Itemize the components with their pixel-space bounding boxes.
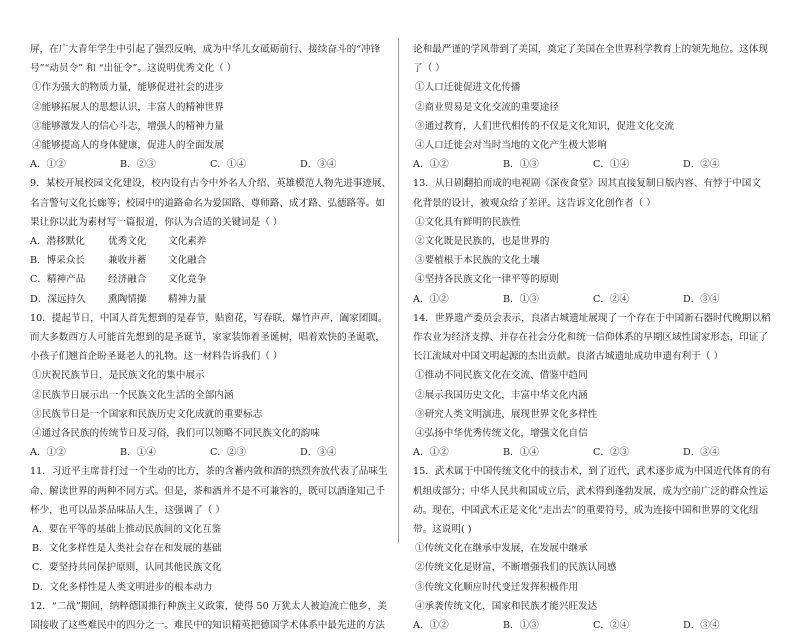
option-4: ④弘扬中华优秀传统文化，增强文化自信 — [415, 428, 588, 440]
choice-d[interactable]: D．③④ — [300, 159, 337, 171]
question-stem-line: 名言警句文化长廊等；校园中的道路命名为爱国路、尊师路、成才路、弘德路等。如 — [30, 197, 385, 209]
choice-a[interactable]: A．①② — [413, 159, 449, 171]
question-stem-line: 9．某校开展校园文化建设，校内设有古今中外名人介绍、英雄模范人物先进事迹展、 — [30, 178, 392, 190]
choice-c-term-3: 文化竞争 — [168, 274, 207, 286]
choice-b[interactable]: B．①③ — [503, 293, 539, 305]
choice-a-term-2: 优秀文化 — [108, 236, 147, 248]
option-3: ③通过教育，人们世代相传的不仅是文化知识，促进文化交流 — [415, 120, 675, 132]
option-4: ④能够提高人的身体健康，促进人的全面发展 — [32, 140, 224, 152]
option-1: ①庆祝民族节日，是民族文化的集中展示 — [32, 370, 205, 382]
option-4: ④通过各民族的传统节日及习俗，我们可以领略不同民族文化的韵味 — [32, 428, 320, 440]
choice-c[interactable]: C．②④ — [593, 293, 630, 305]
left-column — [30, 40, 390, 635]
question-stem-line: 10．提起节日，中国人首先想到的是春节，贴窗花，写春联，爆竹声声，阖家团圆。 — [30, 312, 388, 324]
choice-a[interactable]: A．①② — [30, 447, 66, 459]
choice-b[interactable]: B．①③ — [503, 620, 539, 632]
question-stem-line: 作农业为经济支撑、并存在社会分化和统一信仰体系的早期区域性国家形态，印证了 — [413, 332, 768, 344]
option-1: ①传统文化在继承中发展，在发展中继承 — [415, 543, 588, 555]
question-stem-line: 屏，在广大青年学生中引起了强烈反响，成为中华儿女砥砺前行、接续奋斗的“冲锋 — [30, 44, 381, 55]
choice-b-term-1: B．博采众长 — [30, 255, 86, 267]
choice-c[interactable]: C．要坚持共同保护原则，认同其他民族文化 — [32, 562, 222, 574]
choice-a[interactable]: A．①② — [413, 293, 449, 305]
choice-d[interactable]: D．②④ — [683, 159, 720, 171]
choice-a-term-3: 文化素养 — [168, 236, 207, 248]
question-stem-line: 果让你以此为素材写一篇报道，你认为合适的关键词是（ ） — [30, 216, 283, 228]
question-stem-line: 化背景的设计，被观众给了差评。这告诉文化创作者（ ） — [413, 197, 656, 209]
choice-a[interactable]: A．①② — [413, 447, 449, 459]
choice-c-term-1: C．精神产品 — [30, 274, 86, 286]
question-stem-line: 小孩子们翘首企盼圣诞老人的礼物。这一材料告诉我们（ ） — [30, 351, 283, 363]
option-3: ③传统文化顺应时代变迁发挥积极作用 — [415, 581, 579, 593]
question-stem-line: 而大多数西方人可能首先想到的是圣诞节，家家装饰着圣诞树，唱着欢快的圣诞歌， — [30, 332, 385, 344]
choice-a[interactable] — [30, 232, 390, 251]
right-column — [413, 40, 773, 635]
question-stem-line: 机组成部分；中华人民共和国成立后，武术得到蓬勃发展，成为空前广泛的群众性运 — [413, 485, 768, 497]
option-3: ③能够激发人的信心斗志，增强人的精神力量 — [32, 120, 224, 132]
question-13 — [413, 174, 773, 308]
answer-choices — [413, 290, 773, 309]
question-stem-line: 命、解读世界的两种不同方式。但是，茶和酒并不是不可兼容的，既可以酒逢知己千 — [30, 485, 385, 497]
question-stem-line: 14．世界遗产委员会表示，良渚古城遗址展现了一个存在于中国新石器时代晚期以稻 — [413, 312, 771, 324]
choice-d[interactable]: D．③④ — [683, 447, 720, 459]
answer-choices — [413, 155, 773, 174]
choice-c[interactable]: C．②③ — [210, 447, 247, 459]
question-stem-line: 12．“二战”期间，纳粹德国推行种族主义政策，使得 50 万犹太人被迫流亡他乡，美 — [30, 600, 387, 612]
question-stem-line: 13．从日剧翻拍而成的电视剧《深夜食堂》因其直接复制日版内容、有悖于中国文 — [413, 178, 761, 190]
option-3: ③民族节日是一个国家和民族历史文化成就的重要标志 — [32, 408, 263, 420]
question-11 — [30, 462, 390, 596]
option-3: ③要植根于本民族的文化土壤 — [415, 255, 540, 267]
choice-b-term-2: 兼收并蓄 — [108, 255, 147, 267]
choice-a[interactable]: A．要在平等的基础上推动民族间的文化互鉴 — [32, 524, 222, 536]
choice-c[interactable] — [30, 270, 390, 289]
choice-d[interactable] — [30, 290, 390, 309]
option-1: ①人口迁徙促进文化传播 — [415, 82, 521, 94]
choice-d[interactable]: D．③④ — [683, 620, 720, 632]
question-stem-line: 带。这说明( ) — [413, 524, 472, 536]
question-12 — [30, 597, 390, 635]
choice-d-term-3: 精神力量 — [168, 293, 207, 305]
question-stem-line: 论和最严谨的学风带到了美国，奠定了美国在全世界科学教育上的领先地位。这体现 — [413, 44, 768, 55]
choice-c[interactable]: C．①④ — [593, 159, 630, 171]
option-2: ②展示我国历史文化，丰富中华文化内涵 — [415, 389, 588, 401]
question-stem-line: 杯少，也可以品茶品味品人生，这强调了（ ） — [30, 504, 225, 516]
option-1: ①推动不同民族文化在交流、借鉴中趋同 — [415, 370, 588, 382]
answer-choices — [413, 443, 773, 462]
option-1: ①文化具有鲜明的民族性 — [415, 216, 521, 228]
choice-b[interactable]: B．①④ — [120, 447, 156, 459]
question-stem-line: 国接收了这些难民中的四分之一。难民中的知识精英把德国学术体系中最先进的方法 — [30, 620, 385, 632]
choice-b[interactable]: B．①③ — [503, 159, 539, 171]
choice-d[interactable]: D．文化多样性是人类文明进步的根本动力 — [32, 581, 213, 593]
question-stem-line: 11．习近平主席昔打过一个生动的比方，茶的含蓄内敛和酒的热烈奔放代表了品味生 — [30, 466, 388, 478]
choice-c[interactable]: C．②③ — [593, 447, 630, 459]
question-stem-line: 了（ ） — [413, 63, 445, 75]
option-4: ④坚持各民族文化一律平等的原则 — [415, 274, 559, 286]
choice-d-term-2: 熏陶情操 — [108, 293, 147, 305]
choice-d-term-1: D．深远持久 — [30, 293, 86, 305]
choice-d[interactable]: D．③④ — [300, 447, 337, 459]
answer-choices — [413, 616, 773, 635]
option-2: ②民族节日展示出一个民族文化生活的全部内涵 — [32, 389, 234, 401]
option-3: ③研究人类文明演进，展现世界文化多样性 — [415, 408, 598, 420]
question-12-continued — [413, 40, 773, 174]
choice-c[interactable]: C．①④ — [210, 159, 247, 171]
option-2: ②传统文化是财富，不断增强我们的民族认同感 — [415, 562, 617, 574]
option-1: ①作为强大的物质力量，能够促进社会的进步 — [32, 82, 224, 94]
choice-b[interactable] — [30, 251, 390, 270]
choice-c[interactable]: C．②④ — [593, 620, 630, 632]
option-2: ②能够拓展人的思想认识，丰富人的精神世界 — [32, 101, 224, 113]
choice-c-term-2: 经济融合 — [108, 274, 147, 286]
question-stem-line: 长江流域对中国文明起源的杰出贡献。良渚古城遗址成功申遗有利于（ ） — [413, 351, 724, 363]
answer-choices — [30, 155, 390, 174]
choice-a[interactable]: A．①② — [413, 620, 449, 632]
question-15 — [413, 462, 773, 635]
option-2: ②商业贸易是文化交流的重要途径 — [415, 101, 559, 113]
question-stem-line: 动。现在，中国武术正是文化“走出去”的重要符号，成为连接中国和世界的文化纽 — [413, 504, 759, 516]
choice-a[interactable]: A．①② — [30, 159, 66, 171]
choice-b[interactable]: B．文化多样性是人类社会存在和发展的基础 — [32, 543, 222, 555]
option-4: ④承袭传统文化，国家和民族才能兴旺发达 — [415, 600, 598, 612]
choice-b[interactable]: B．①④ — [503, 447, 539, 459]
question-9 — [30, 174, 390, 308]
choice-b-term-3: 文化融合 — [168, 255, 207, 267]
option-4: ④人口迁徙会对当时当地的文化产生极大影响 — [415, 140, 607, 152]
question-10 — [30, 309, 390, 463]
question-8-continued — [30, 40, 390, 174]
choice-d[interactable]: D．③④ — [683, 293, 720, 305]
question-stem-line: 15．武术属于中国传统文化中的技击术，到了近代，武术逐步成为中国近代体育的有 — [413, 466, 771, 478]
question-stem-line: 号”“动员令” 和 “出征令”。这说明优秀文化（ ） — [30, 63, 237, 75]
answer-choices — [30, 443, 390, 462]
question-14 — [413, 309, 773, 463]
option-2: ②文化既是民族的，也是世界的 — [415, 236, 550, 248]
choice-a-term-1: A．潜移默化 — [30, 236, 85, 248]
column-divider — [398, 38, 399, 543]
choice-b[interactable]: B．②③ — [120, 159, 156, 171]
